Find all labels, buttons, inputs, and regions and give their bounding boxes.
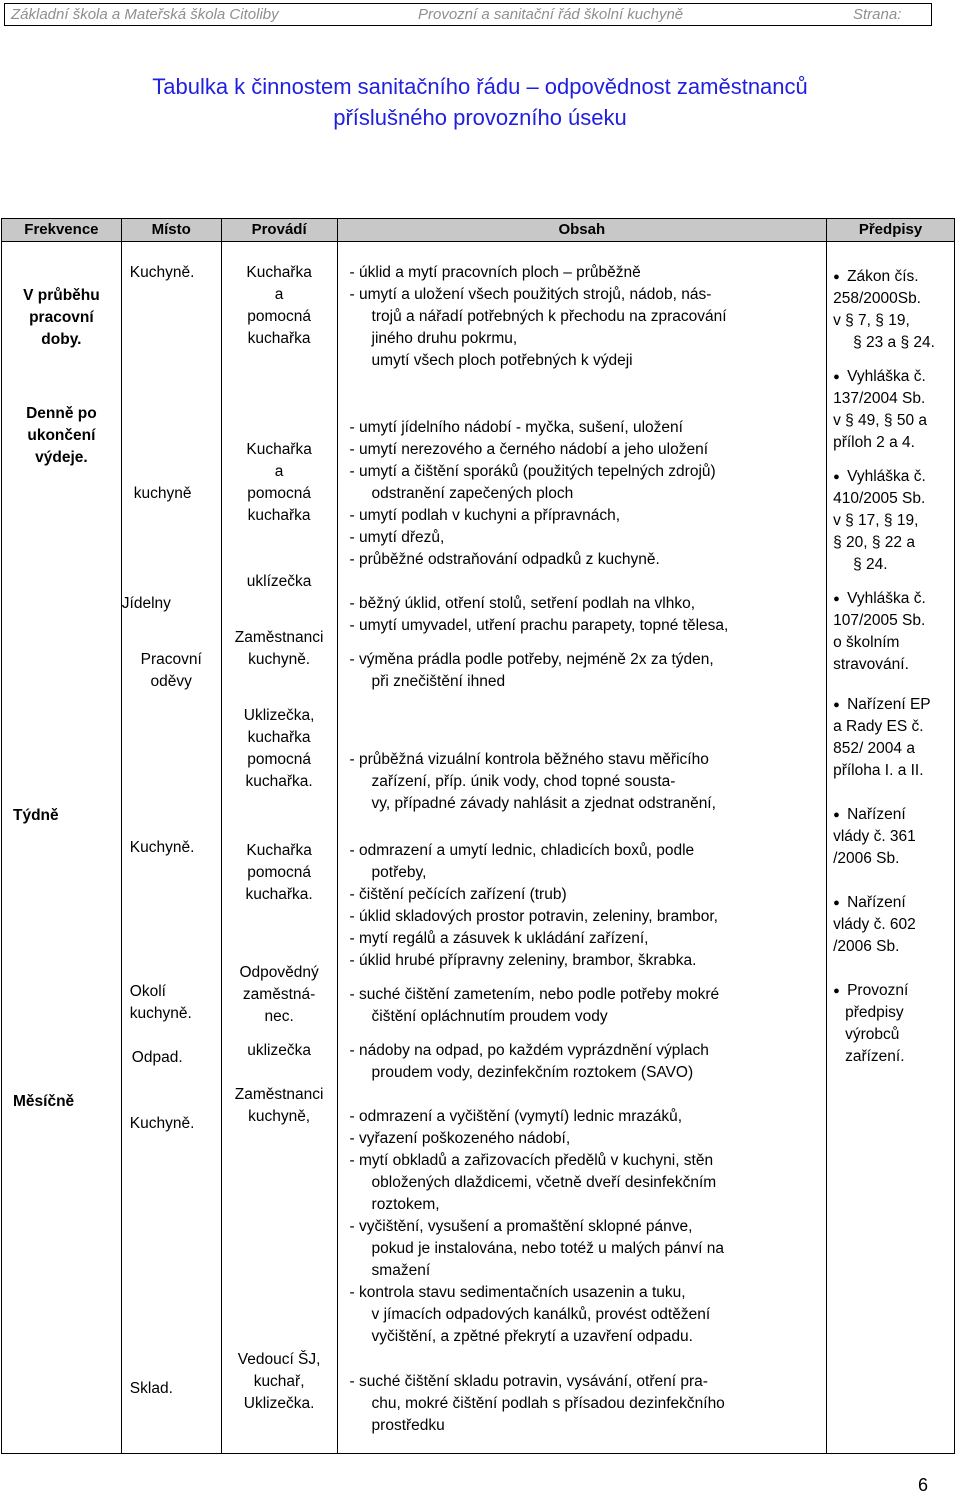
regulation-line: v § 17, § 19, [833, 512, 919, 529]
performer-line: Uklizečka, [243, 707, 315, 724]
performer-line: a [274, 463, 284, 480]
content-line: - úklid hrubé přípravny zeleniny, brambor, škrabka. [349, 952, 697, 969]
performer-line: Kuchařka [246, 842, 312, 859]
content-line: zařízení, příp. únik vody, chod topné sousta- [371, 773, 676, 790]
col-header-regulations: Předpisy [827, 219, 955, 242]
content-line: - kontrola stavu sedimentačních usazenin a tuku, [349, 1284, 686, 1301]
regulation-bullet-line: ● Vyhláška č. [833, 588, 954, 610]
regulation-vyhlaska-137 [833, 366, 954, 454]
performer-r7 [222, 962, 337, 1028]
performer-line: Zaměstnanci [234, 1086, 324, 1103]
col-header-frequency: Frekvence [2, 219, 122, 242]
regulation-line: § 23 a § 24. [853, 334, 935, 351]
regulation-narizeni-ep [833, 694, 954, 782]
content-line: při znečištění ihned [371, 673, 506, 690]
header-page-label: Strana: [853, 6, 902, 23]
header-school: Základní škola a Mateřská škola Citoliby [11, 6, 279, 23]
regulation-line: v § 49, § 50 a [833, 412, 928, 429]
content-line: obložených dlaždicemi, včetně dveří desinfekčním [371, 1174, 717, 1191]
regulation-line: /2006 Sb. [833, 938, 900, 955]
content-line: v jímacích odpadových kanálků, provést odtěžení [371, 1306, 711, 1323]
place-kitchen-1: Kuchyně. [129, 264, 195, 281]
content-line: - odmrazení a umytí lednic, chladicích boxů, podle [349, 842, 695, 859]
regulations-column [827, 242, 955, 1454]
place-waste: Odpad. [131, 1049, 183, 1066]
freq-monthly: Měsíčně [13, 1093, 75, 1110]
performer-line: nec. [264, 1008, 294, 1025]
place-dining: Jídelny [121, 595, 171, 612]
content-r10 [350, 1371, 827, 1437]
header-document: Provozní a sanitační řád školní kuchyně [418, 6, 684, 23]
regulation-line: předpisy [845, 1004, 904, 1021]
place-surroundings [122, 981, 221, 1025]
content-line: - čištění pečících zařízení (trub) [349, 886, 567, 903]
place-column [121, 242, 221, 1454]
performer-r10 [222, 1349, 337, 1415]
performer-r6 [222, 840, 337, 906]
regulation-line: § 24. [853, 556, 888, 573]
regulation-provozni-predpisy [833, 980, 954, 1068]
content-line: - úklid a mytí pracovních ploch – průběžně [349, 264, 641, 281]
performer-line: Zaměstnanci [234, 629, 324, 646]
table-body-row [2, 242, 955, 1454]
performer-line: kuchyně. [248, 651, 311, 668]
page-header [4, 3, 932, 26]
content-line: čištění opláchnutím proudem vody [371, 1008, 608, 1025]
performer-line: kuchařka [247, 507, 311, 524]
regulation-bullet-line: ● Nařízení [833, 892, 954, 914]
place-line: kuchyně. [129, 1005, 192, 1022]
content-line: - umytí nerezového a černého nádobí a jeho uložení [349, 441, 709, 458]
content-r1 [350, 242, 827, 372]
performer-r9 [222, 1084, 337, 1128]
content-line: - úklid skladových prostor potravin, zeleniny, brambor, [349, 908, 718, 925]
page-title-line1: Tabulka k činnostem sanitačního řádu – odpovědnost zaměstnanců [152, 74, 808, 99]
freq-weekly: Týdně [13, 807, 59, 824]
regulation-bullet-line: ● Nařízení [833, 804, 954, 826]
content-line: - suché čištění skladu potravin, vysávání, otření pra- [349, 1373, 708, 1390]
regulation-bullet-line: ● Nařízení EP [833, 694, 954, 716]
content-r8 [350, 1040, 827, 1084]
performer-line: Vedoucí ŠJ, [237, 1351, 321, 1368]
place-storage: Sklad. [129, 1380, 173, 1397]
regulation-line: § 20, § 22 a [833, 534, 915, 551]
content-line: - výměna prádla podle potřeby, nejméně 2x za týden, [349, 651, 714, 668]
performer-line: pomocná [247, 485, 311, 502]
performer-line: kuchařka [247, 729, 311, 746]
content-line: - vyřazení poškozeného nádobí, [349, 1130, 571, 1147]
content-line: vyčištění, a zpětné překrytí a uzavření odpadu. [371, 1328, 693, 1345]
performer-line: Uklizečka. [243, 1395, 315, 1412]
content-line: roztokem, [371, 1196, 440, 1213]
content-column [337, 242, 827, 1454]
content-line: proudem vody, dezinfekčním roztokem (SAVO) [371, 1064, 694, 1081]
content-line: - umytí a uložení všech použitých strojů, nádob, nás- [349, 286, 712, 303]
regulation-line: a Rady ES č. [833, 718, 924, 735]
content-line: - odmrazení a vyčištění (vymytí) lednic mrazáků, [349, 1108, 683, 1125]
freq-line: Denně po [26, 405, 97, 422]
content-line: - nádoby na odpad, po každém vyprázdnění výplach [349, 1042, 709, 1059]
freq-line: pracovní [29, 309, 94, 326]
content-line: umytí všech ploch potřebných k výdeji [371, 352, 633, 369]
content-r7 [350, 984, 827, 1028]
content-r3 [350, 593, 827, 637]
sanitation-table [1, 218, 955, 1454]
performer-line: kuchař, [253, 1373, 305, 1390]
regulation-line: 410/2005 Sb. [833, 490, 926, 507]
place-line: oděvy [150, 673, 192, 690]
content-line: - průběžná vizuální kontrola běžného stavu měřicího [349, 751, 709, 768]
regulation-bullet-line: ● Provozní [833, 980, 954, 1002]
regulation-vyhlaska-410 [833, 466, 954, 576]
place-work-clothes [122, 649, 221, 693]
content-line: chu, mokré čištění podlah s přísadou dezinfekčního [371, 1395, 725, 1412]
performer-line: kuchařka. [245, 886, 313, 903]
performer-r5 [222, 705, 337, 793]
frequency-column [2, 242, 122, 1454]
performer-r3: uklízečka [246, 573, 312, 590]
performer-line: zaměstná- [242, 986, 316, 1003]
content-line: jiného druhu pokrmu, [371, 330, 518, 347]
freq-line: V průběhu [23, 287, 100, 304]
regulation-line: 137/2004 Sb. [833, 390, 926, 407]
col-header-place: Místo [121, 219, 221, 242]
content-line: potřeby, [371, 864, 427, 881]
content-line: vy, případné závady nahlásit a zjednat odstranění, [371, 795, 716, 812]
place-line: Okolí [129, 983, 166, 1000]
performer-line: kuchařka. [245, 773, 313, 790]
freq-daily [2, 403, 121, 469]
content-line: - mytí obkladů a zařizovacích předělů v kuchyni, stěn [349, 1152, 714, 1169]
content-line: - umytí jídelního nádobí - myčka, sušení, uložení [349, 419, 683, 436]
regulation-line: vlády č. 361 [833, 828, 916, 845]
content-r6 [350, 840, 827, 972]
freq-during-work [2, 242, 121, 351]
regulation-line: příloha I. a II. [833, 762, 924, 779]
freq-line: ukončení [27, 427, 96, 444]
table-header-row [2, 219, 955, 242]
regulation-bullet-line: ● Vyhláška č. [833, 466, 954, 488]
regulation-line: /2006 Sb. [833, 850, 900, 867]
performer-r2 [222, 439, 337, 527]
performer-line: Odpovědný [239, 964, 319, 981]
content-line: - mytí regálů a zásuvek k ukládání zařízení, [349, 930, 649, 947]
regulation-line: 258/2000Sb. [833, 290, 921, 307]
regulation-line: vlády č. 602 [833, 916, 916, 933]
regulation-line: 852/ 2004 a [833, 740, 915, 757]
content-line: - umytí podlah v kuchyni a přípravnách, [349, 507, 621, 524]
regulation-line: o školním [833, 634, 900, 651]
performer-line: kuchyně, [248, 1108, 311, 1125]
content-line: - průběžné odstraňování odpadků z kuchyně. [349, 551, 660, 568]
content-r2 [350, 417, 827, 571]
content-r4 [350, 649, 827, 693]
performer-r4 [222, 627, 337, 671]
performer-line: Kuchařka [246, 441, 312, 458]
content-line: - umytí dřezů, [349, 529, 445, 546]
performer-line: pomocná [247, 308, 311, 325]
place-kitchen-2: kuchyně [133, 485, 192, 502]
regulation-line: výrobců [845, 1026, 900, 1043]
freq-line: výdeje. [35, 449, 88, 466]
regulation-zakon-258 [833, 242, 954, 354]
regulation-line: v § 7, § 19, [833, 312, 910, 329]
freq-line: doby. [41, 331, 82, 348]
performer-line: pomocná [247, 751, 311, 768]
regulation-bullet-line: ● Vyhláška č. [833, 366, 954, 388]
page-number: 6 [918, 1475, 929, 1495]
place-kitchen-3: Kuchyně. [129, 839, 195, 856]
content-line: - suché čištění zametením, nebo podle potřeby mokré [349, 986, 720, 1003]
performer-r1 [222, 242, 337, 350]
regulation-narizeni-361 [833, 804, 954, 870]
content-r9 [350, 1106, 827, 1348]
content-line: - vyčištění, vysušení a promaštění sklopné pánve, [349, 1218, 693, 1235]
col-header-content: Obsah [337, 219, 827, 242]
regulation-bullet-line: ● Zákon čís. [833, 266, 954, 288]
content-r5 [350, 749, 827, 815]
col-header-performer: Provádí [221, 219, 337, 242]
content-line: smažení [371, 1262, 431, 1279]
content-line: - umytí umyvadel, utření prachu parapety, topné tělesa, [349, 617, 729, 634]
page-title-line2: příslušného provozního úseku [333, 105, 627, 130]
performer-line: pomocná [247, 864, 311, 881]
performer-line: Kuchařka [246, 264, 312, 281]
regulation-line: 107/2005 Sb. [833, 612, 926, 629]
content-line: trojů a nářadí potřebných k přechodu na zpracování [371, 308, 727, 325]
content-line: prostředku [371, 1417, 445, 1434]
regulation-line: stravování. [833, 656, 909, 673]
performer-r8: uklizečka [247, 1042, 311, 1059]
content-line: pokud je instalována, nebo totéž u malých pánví na [371, 1240, 724, 1257]
regulation-line: příloh 2 a 4. [833, 434, 915, 451]
content-line: - umytí a čištění sporáků (použitých tepelných zdrojů) [349, 463, 716, 480]
performer-column [221, 242, 337, 1454]
regulation-line: zařízení. [845, 1048, 905, 1065]
regulation-narizeni-602 [833, 892, 954, 958]
content-line: odstranění zapečených ploch [371, 485, 574, 502]
performer-line: a [274, 286, 284, 303]
place-line: Pracovní [140, 651, 202, 668]
content-line: - běžný úklid, otření stolů, setření podlah na vlhko, [349, 595, 696, 612]
performer-line: kuchařka [247, 330, 311, 347]
regulation-vyhlaska-107 [833, 588, 954, 676]
place-kitchen-4: Kuchyně. [129, 1115, 195, 1132]
